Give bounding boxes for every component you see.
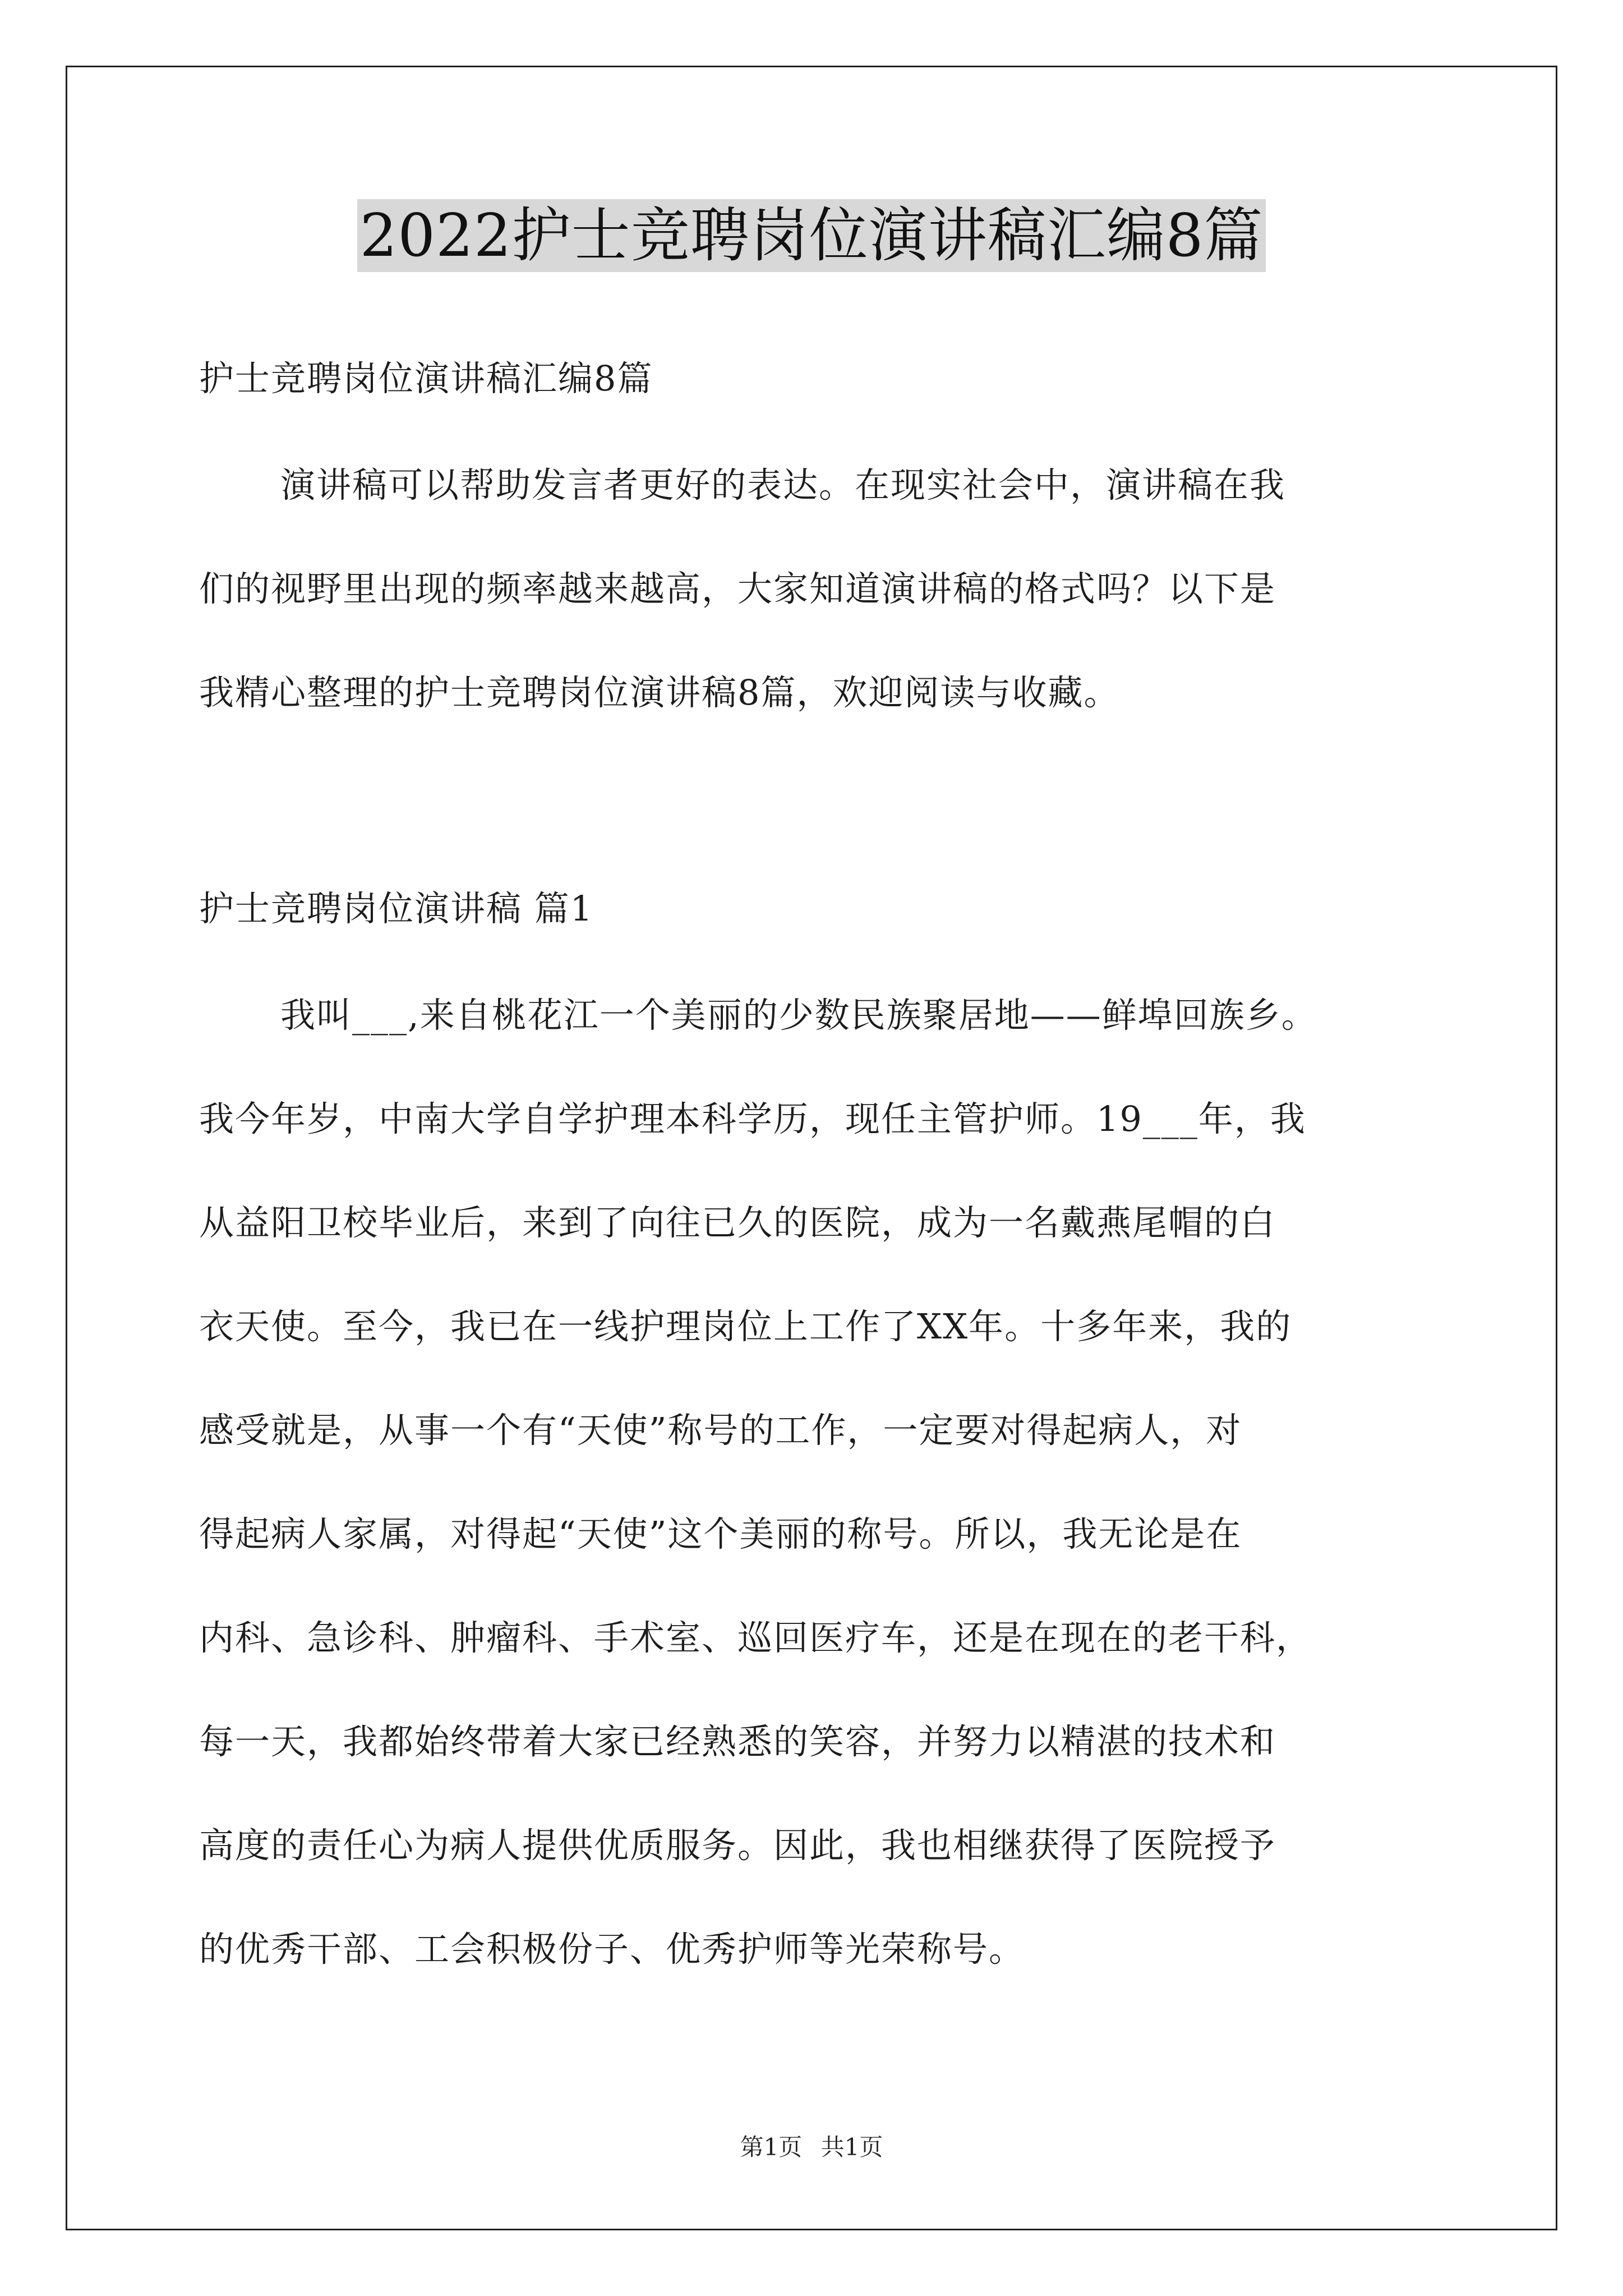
title-container xyxy=(0,199,1623,272)
page-total: 共1页 xyxy=(820,2133,883,2161)
subtitle: 护士竞聘岗位演讲稿汇编8篇 xyxy=(199,358,653,399)
document-title: 2022护士竞聘岗位演讲稿汇编8篇 xyxy=(357,199,1265,272)
body-line-1: 我叫___,来自桃花江一个美丽的少数民族聚居地——鲜埠回族乡。 xyxy=(280,995,1317,1036)
body-line-5: 感受就是，从事一个有“天使”称号的工作，一定要对得起病人，对 xyxy=(199,1410,1242,1451)
page-footer xyxy=(0,2132,1623,2163)
body-line-2: 我今年岁，中南大学自学护理本科学历，现任主管护师。19___年，我 xyxy=(199,1098,1306,1139)
section-heading: 护士竞聘岗位演讲稿 篇1 xyxy=(199,888,594,929)
intro-line-1: 演讲稿可以帮助发言者更好的表达。在现实社会中，演讲稿在我 xyxy=(280,464,1286,505)
intro-line-3: 我精心整理的护士竞聘岗位演讲稿8篇，欢迎阅读与收藏。 xyxy=(199,672,1120,713)
intro-line-2: 们的视野里出现的频率越来越高，大家知道演讲稿的格式吗？以下是 xyxy=(199,568,1276,609)
body-line-6: 得起病人家属，对得起“天使”这个美丽的称号。所以，我无论是在 xyxy=(199,1513,1242,1554)
body-line-4: 衣天使。至今，我已在一线护理岗位上工作了XX年。十多年来，我的 xyxy=(199,1306,1292,1347)
body-line-8: 每一天，我都始终带着大家已经熟悉的笑容，并努力以精湛的技术和 xyxy=(199,1721,1276,1762)
body-line-10: 的优秀干部、工会积极份子、优秀护师等光荣称号。 xyxy=(199,1929,1025,1970)
body-line-7: 内科、急诊科、肿瘤科、手术室、巡回医疗车，还是在现在的老干科， xyxy=(199,1617,1312,1658)
body-line-9: 高度的责任心为病人提供优质服务。因此，我也相继获得了医院授予 xyxy=(199,1825,1276,1866)
body-line-3: 从益阳卫校毕业后，来到了向往已久的医院，成为一名戴燕尾帽的白 xyxy=(199,1202,1276,1243)
page-number: 第1页 xyxy=(740,2133,803,2161)
